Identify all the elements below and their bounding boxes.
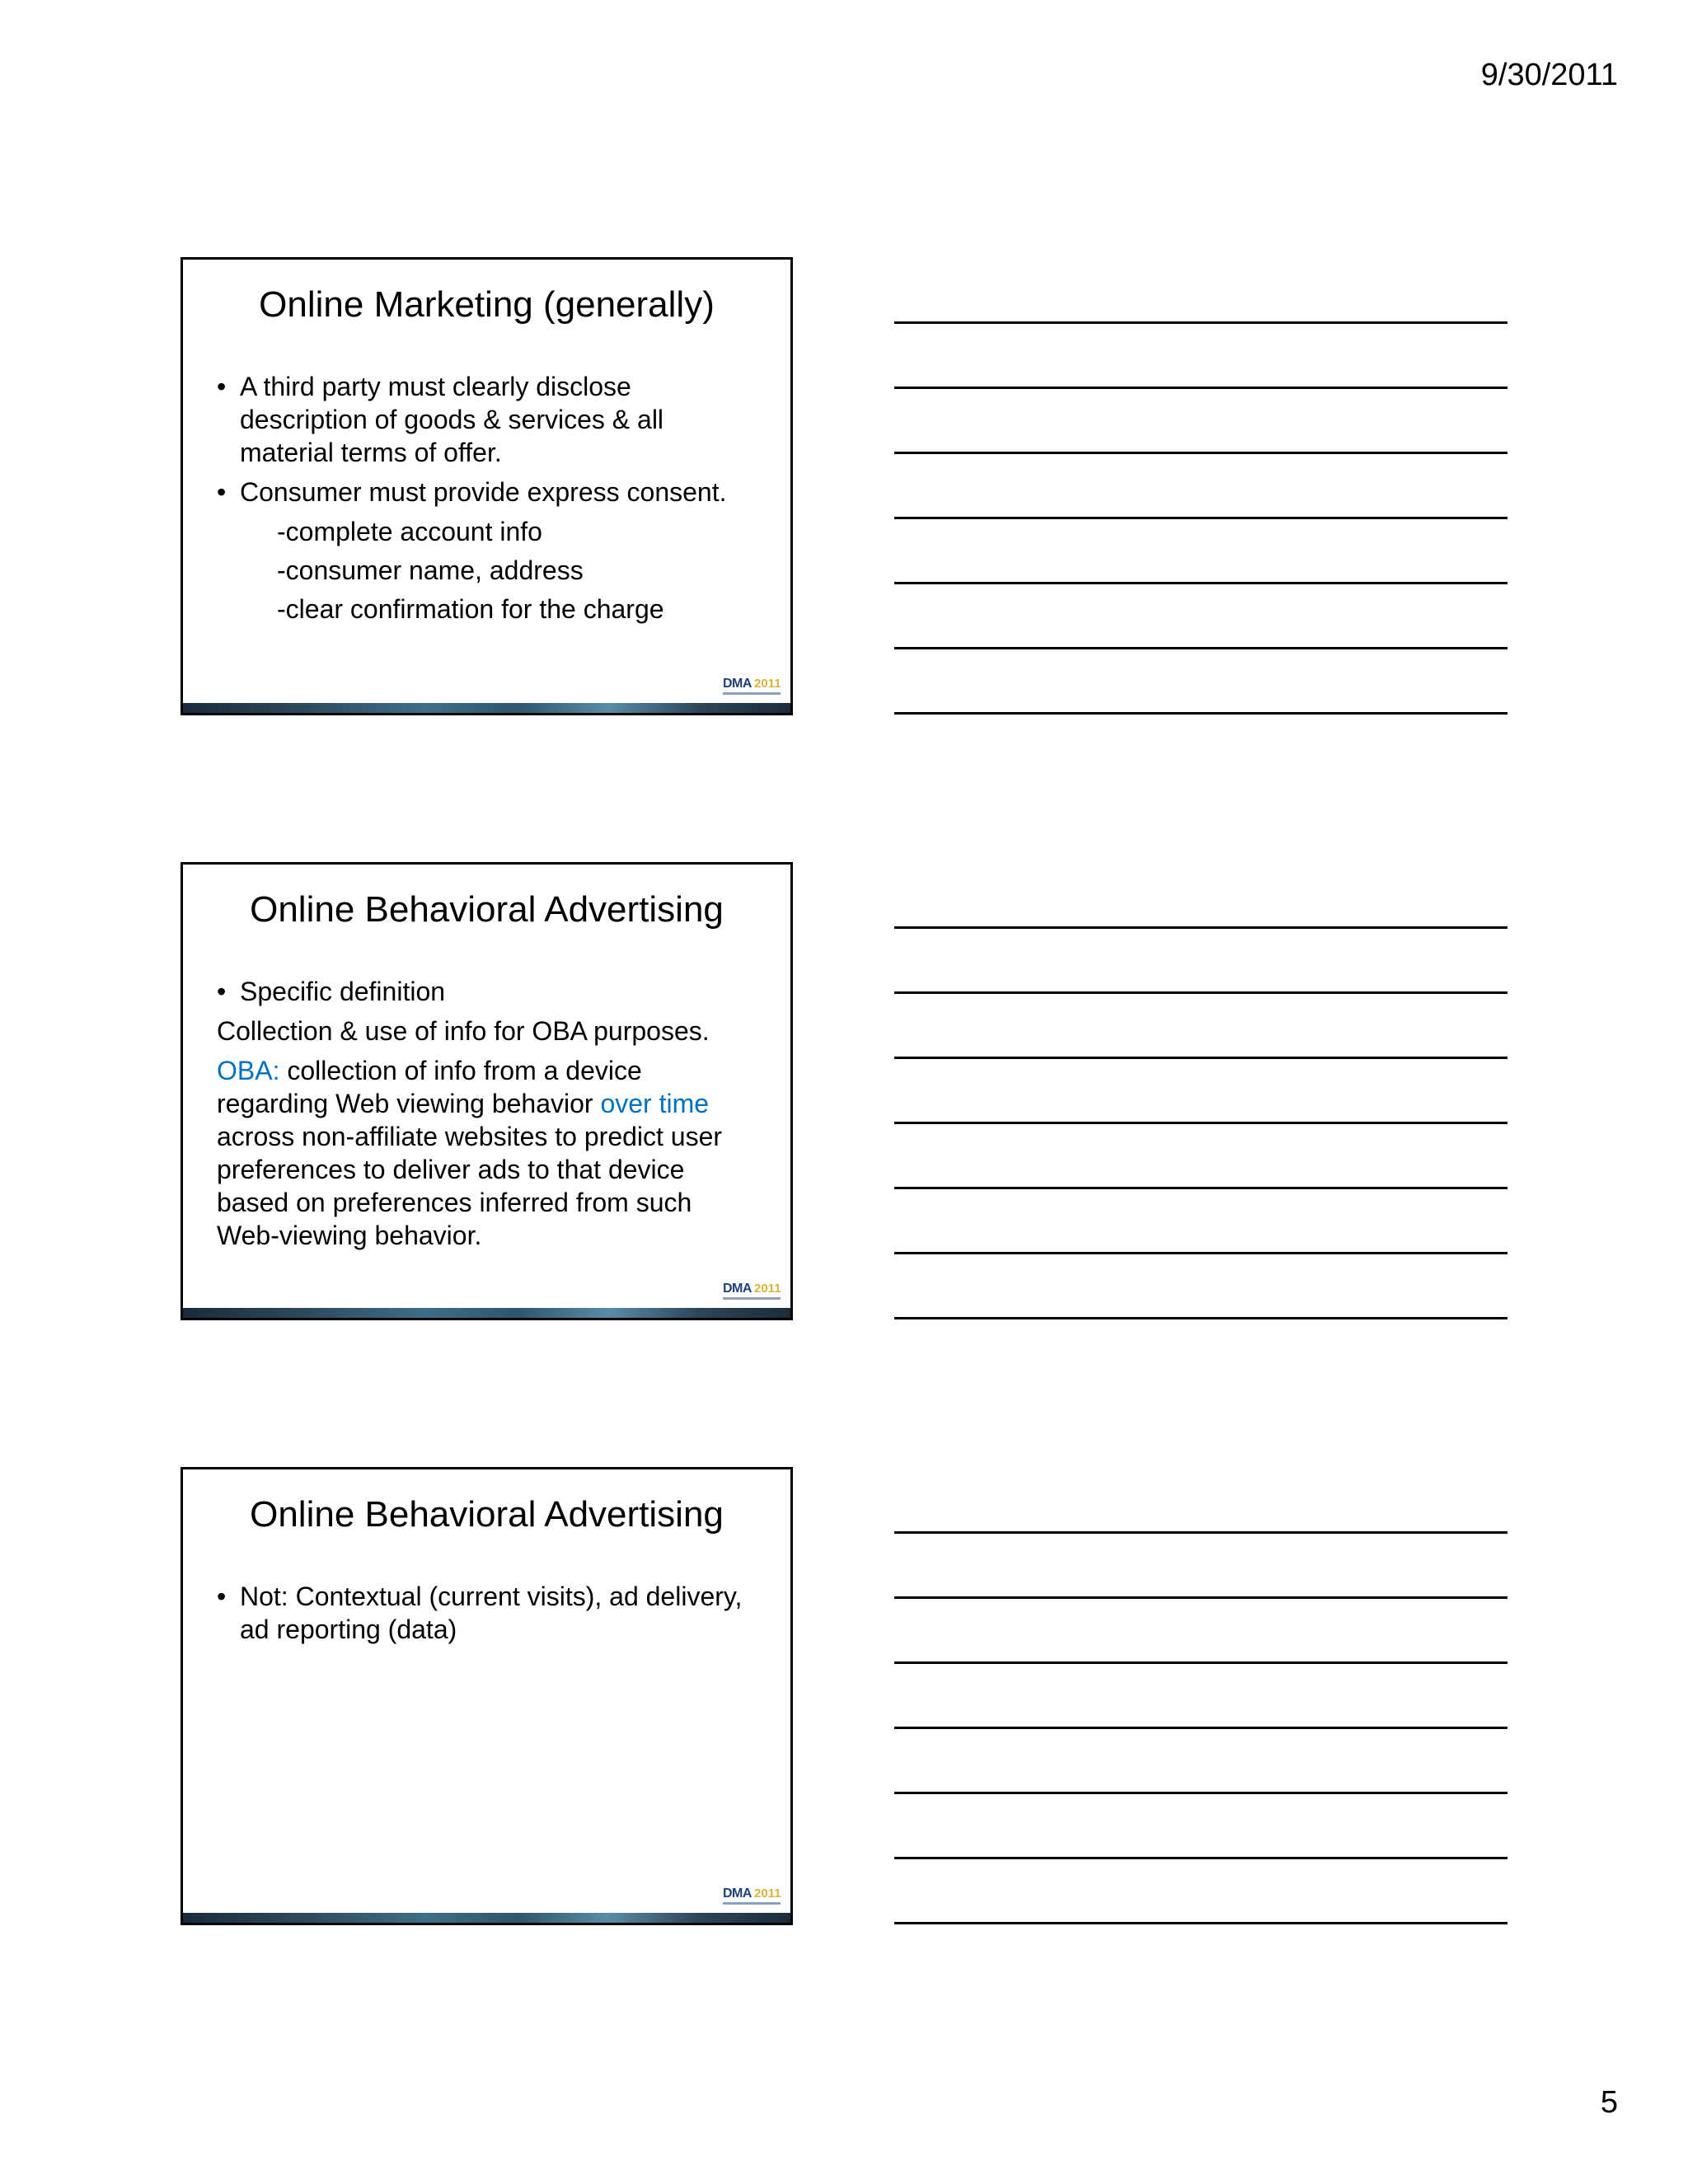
- bullet-text: A third party must clearly disclose description of goods & services & all material terms of offer.: [240, 372, 664, 467]
- bullet-item: [217, 370, 757, 469]
- paragraph-text: collection of info from a device regarding Web viewing behavior: [217, 1056, 642, 1118]
- slide-footer-bar: [183, 1913, 790, 1923]
- logo-year: 2011: [754, 1282, 781, 1296]
- paragraph: Collection & use of info for OBA purposes.: [217, 1016, 710, 1046]
- logo-text: DMA: [723, 1282, 752, 1296]
- note-line: [894, 647, 1507, 649]
- sub-item: -complete account info: [277, 517, 542, 546]
- sub-item: -clear confirmation for the charge: [277, 594, 664, 624]
- logo-line: [723, 1297, 781, 1300]
- notes-lines: [894, 1531, 1507, 1924]
- slide-oba-definition: [181, 862, 793, 1320]
- bullet-icon: •: [217, 477, 227, 507]
- note-line: [894, 1857, 1507, 1859]
- logo-line: [723, 1902, 781, 1905]
- logo-year: 2011: [754, 1886, 781, 1900]
- note-line: [894, 926, 1507, 929]
- logo-year: 2011: [754, 677, 781, 691]
- bullet-icon: •: [217, 977, 227, 1006]
- note-line: [894, 1057, 1507, 1059]
- note-line: [894, 1792, 1507, 1794]
- dma-logo: [723, 1282, 781, 1303]
- highlight-text: over time: [600, 1089, 710, 1118]
- dma-logo: [723, 677, 781, 698]
- dma-logo: [723, 1886, 781, 1908]
- note-line: [894, 452, 1507, 454]
- bullet-item: [217, 1580, 757, 1646]
- slide-body: [217, 975, 757, 1258]
- note-line: [894, 1317, 1507, 1319]
- slide-title: Online Marketing (generally): [259, 284, 715, 325]
- note-line: [894, 582, 1507, 584]
- note-line: [894, 387, 1507, 389]
- slide-title: Online Behavioral Advertising: [250, 889, 724, 930]
- note-line: [894, 991, 1507, 994]
- note-line: [894, 321, 1507, 324]
- logo-text: DMA: [723, 677, 752, 691]
- logo-line: [723, 692, 781, 695]
- bullet-item: [217, 975, 757, 1008]
- bullet-text: Consumer must provide express consent.: [240, 477, 727, 507]
- notes-lines: [894, 926, 1507, 1319]
- note-line: [894, 1531, 1507, 1534]
- bullet-item: [217, 476, 757, 509]
- slide-footer-bar: [183, 703, 790, 713]
- oba-label: OBA:: [217, 1056, 280, 1085]
- paragraph-text: across non-affiliate websites to predict user preferences to deliver ads to that device based on preferences inferred from such Web-viewing behavior.: [217, 1122, 723, 1250]
- slide-online-marketing: [181, 257, 793, 715]
- slide-title: Online Behavioral Advertising: [250, 1494, 724, 1535]
- note-line: [894, 1122, 1507, 1124]
- note-line: [894, 517, 1507, 519]
- notes-lines: [894, 321, 1507, 715]
- slide-body: [217, 370, 757, 631]
- bullet-icon: •: [217, 372, 227, 401]
- paragraph: [217, 1054, 757, 1252]
- sub-item: -consumer name, address: [277, 555, 584, 585]
- slide-body: [217, 1580, 757, 1652]
- note-line: [894, 1922, 1507, 1924]
- logo-text: DMA: [723, 1886, 752, 1900]
- page-date: 9/30/2011: [1480, 58, 1618, 92]
- note-line: [894, 1661, 1507, 1664]
- note-line: [894, 712, 1507, 715]
- bullet-text: Specific definition: [240, 977, 446, 1006]
- note-line: [894, 1727, 1507, 1729]
- slide-footer-bar: [183, 1308, 790, 1318]
- page-number: 5: [1600, 2085, 1618, 2120]
- bullet-text: Not: Contextual (current visits), ad delivery, ad reporting (data): [240, 1582, 743, 1644]
- note-line: [894, 1596, 1507, 1599]
- note-line: [894, 1252, 1507, 1254]
- slide-oba-exclusions: [181, 1467, 793, 1925]
- bullet-icon: •: [217, 1582, 227, 1611]
- note-line: [894, 1187, 1507, 1189]
